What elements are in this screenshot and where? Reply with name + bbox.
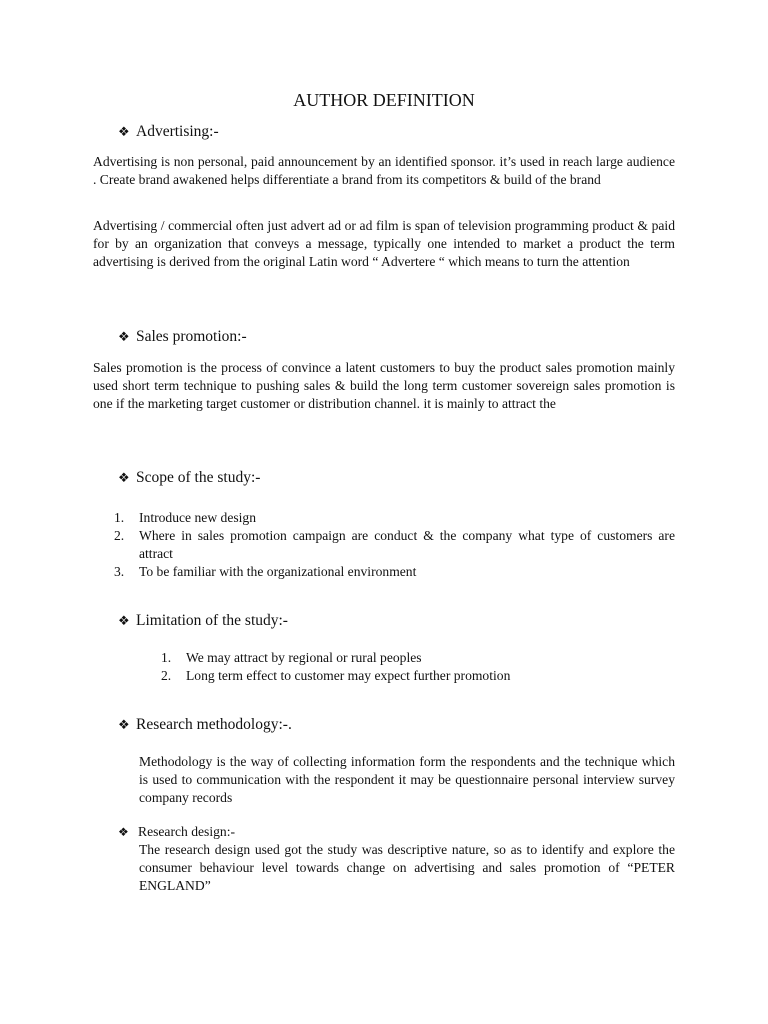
diamond-bullet-icon: ❖ <box>118 329 130 344</box>
research-methodology-paragraph: Methodology is the way of collecting information form the respondents and the technique which is used to communication with the respondent it may be questionnaire personal interview survey company records <box>139 754 675 805</box>
research-design-heading-text: Research design:- <box>138 824 236 839</box>
page-title: AUTHOR DEFINITION <box>293 90 475 110</box>
diamond-bullet-icon: ❖ <box>118 717 130 732</box>
sales-promotion-heading <box>118 327 247 347</box>
list-item <box>114 509 675 527</box>
list-item-text: We may attract by regional or rural peoples <box>186 650 422 665</box>
research-methodology-heading <box>118 715 292 735</box>
diamond-bullet-icon: ❖ <box>118 124 130 139</box>
diamond-bullet-icon: ❖ <box>118 825 129 839</box>
list-item-text: Long term effect to customer may expect further promotion <box>186 668 511 683</box>
advertising-paragraph-2: Advertising / commercial often just advert ad or ad film is span of television programming product & paid for by an organization that conveys a message, typically one intended to market a product the term advertising is derived from the original Latin word “ Advertere “ which means to turn the attention <box>93 218 675 269</box>
list-item-text: Where in sales promotion campaign are conduct & the company what type of customers are attract <box>139 528 675 561</box>
list-number: 2. <box>161 668 172 683</box>
limitation-list <box>161 649 675 685</box>
list-item <box>161 667 675 685</box>
list-number: 2. <box>114 528 125 543</box>
list-number: 3. <box>114 564 125 579</box>
list-item <box>114 527 675 563</box>
advertising-paragraph-1: Advertising is non personal, paid announcement by an identified sponsor. it’s used in reach large audience . Create brand awakened helps differentiate a brand from its competitors & build of the brand <box>93 154 675 187</box>
advertising-heading <box>118 122 219 142</box>
sales-promotion-paragraph: Sales promotion is the process of convince a latent customers to buy the product sales promotion mainly used short term technique to pushing sales & build the long term customer sovereign sales promotion is one if the marketing target customer or distribution channel. it is mainly to attract the <box>93 360 675 411</box>
list-item-text: Introduce new design <box>139 510 257 525</box>
list-item <box>114 563 675 581</box>
research-design-heading <box>118 823 235 841</box>
list-number: 1. <box>161 650 172 665</box>
limitation-heading-text: Limitation of the study:- <box>136 612 288 629</box>
list-number: 1. <box>114 510 125 525</box>
list-item-text: To be familiar with the organizational environment <box>139 564 417 579</box>
scope-heading-text: Scope of the study:- <box>136 469 261 486</box>
research-design-paragraph: The research design used got the study was descriptive nature, so as to identify and explore the consumer behaviour level towards change on advertising and sales promotion of “PETER ENGLAND” <box>139 842 675 893</box>
research-methodology-heading-text: Research methodology:-. <box>136 716 292 733</box>
limitation-heading <box>118 611 288 631</box>
diamond-bullet-icon: ❖ <box>118 470 130 485</box>
diamond-bullet-icon: ❖ <box>118 613 130 628</box>
scope-heading <box>118 468 260 488</box>
sales-promotion-heading-text: Sales promotion:- <box>136 328 247 345</box>
scope-list <box>114 509 675 581</box>
list-item <box>161 649 675 667</box>
advertising-heading-text: Advertising:- <box>136 123 219 140</box>
